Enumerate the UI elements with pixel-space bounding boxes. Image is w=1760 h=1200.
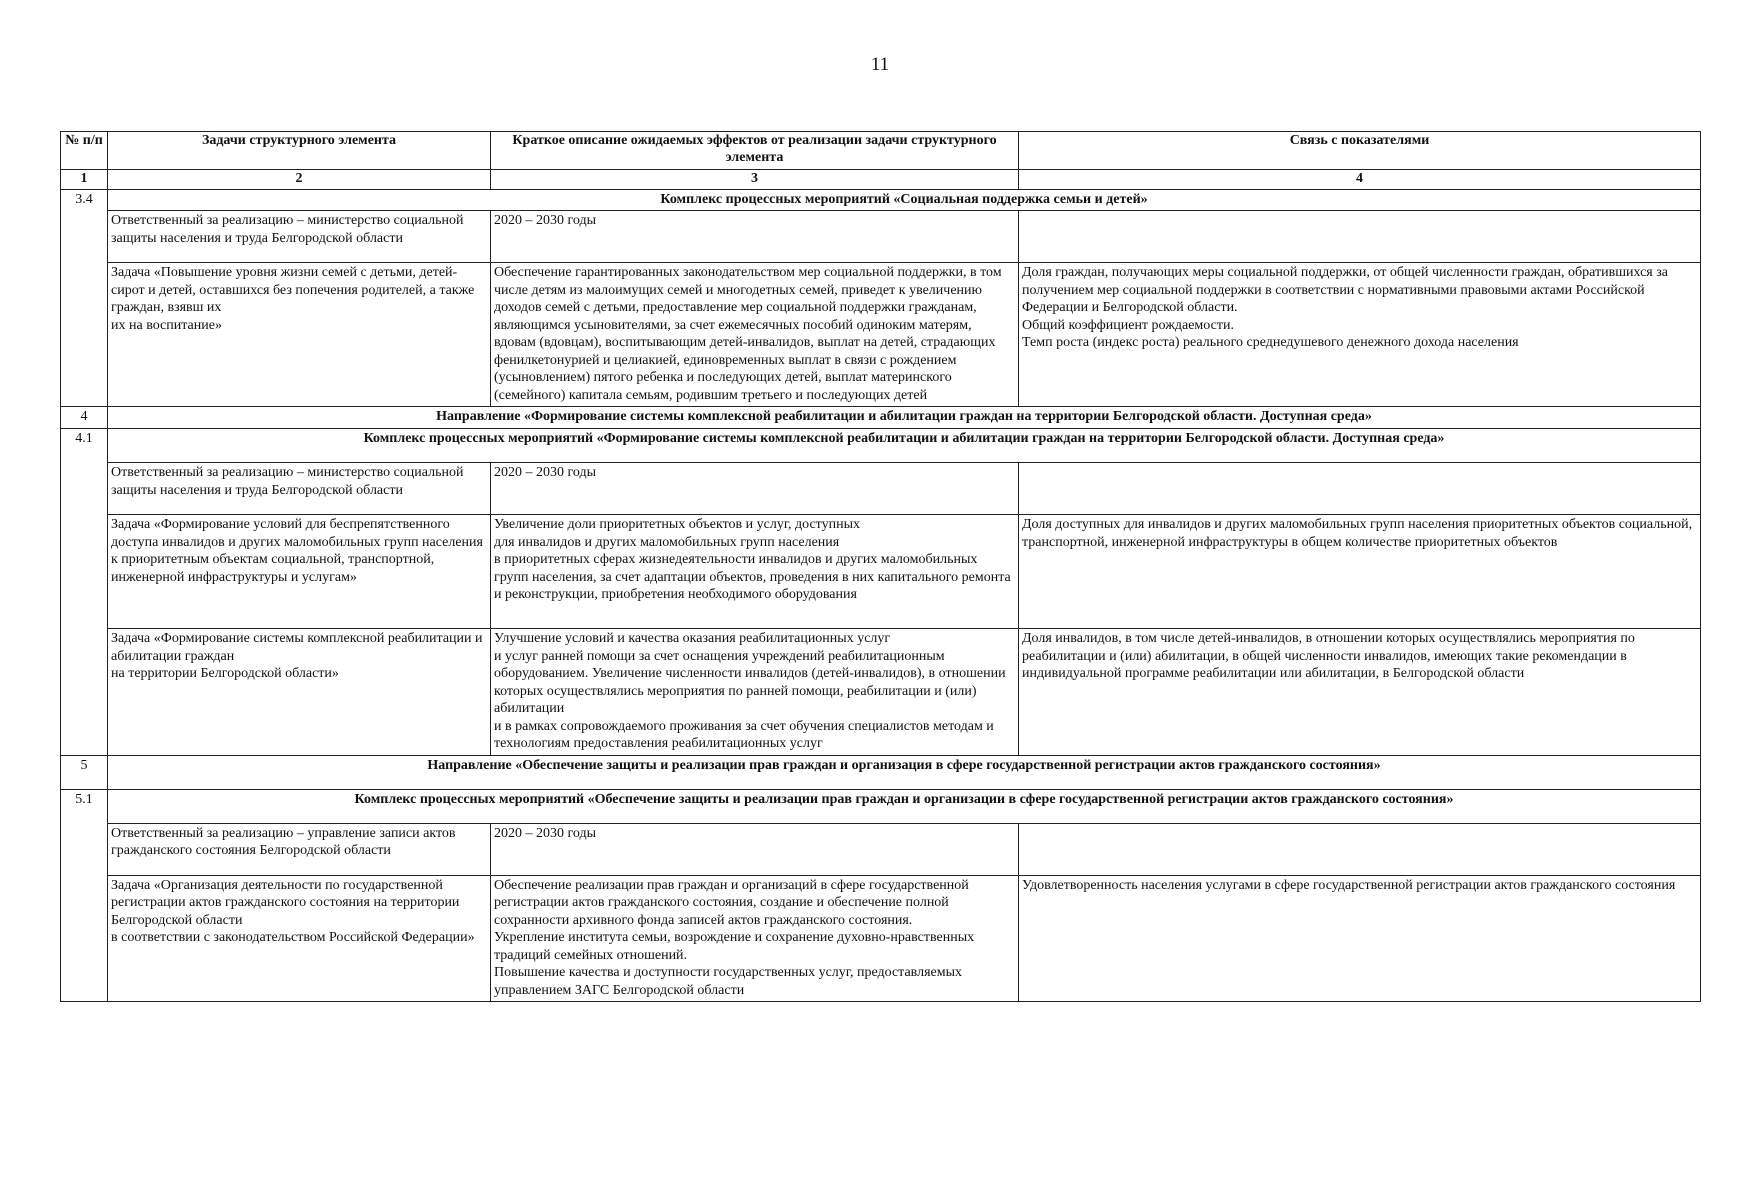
indicators-cell: Удовлетворенность населения услугами в сфере государственной регистрации актов гражданского состояния [1019, 875, 1701, 1002]
responsible-row [61, 463, 1701, 515]
effect-cell: Увеличение доли приоритетных объектов и услуг, доступных для инвалидов и других маломобильных групп населения в приоритетных сферах жизнедеятельности инвалидов и других маломобильных групп населения, за счет адаптации объектов, проведения в них капитального ремонта и реконструкции, приобретения необходимого оборудования [491, 515, 1019, 629]
section-title: Комплекс процессных мероприятий «Социальная поддержка семьи и детей» [108, 189, 1701, 211]
responsible-cell: Ответственный за реализацию – министерство социальной защиты населения и труда Белгородской области [108, 211, 491, 263]
section-number: 3.4 [61, 189, 108, 407]
responsible-cell: Ответственный за реализацию – министерство социальной защиты населения и труда Белгородской области [108, 463, 491, 515]
indicators-cell: Доля доступных для инвалидов и других маломобильных групп населения приоритетных объектов социальной, транспортной, инженерной инфраструктуры в общем количестве приоритетных объектов [1019, 515, 1701, 629]
task-row [61, 515, 1701, 629]
empty-cell [1019, 211, 1701, 263]
period-cell: 2020 – 2030 годы [491, 211, 1019, 263]
effect-cell: Обеспечение гарантированных законодательством мер социальной поддержки, в том числе детям из малоимущих семей и многодетных семей, приведет к увеличению доходов семей с детьми, предоставление мер социальной поддержки гражданам, являющимся усыновителями, за счет ежемесячных пособий одиноким матерям, вдовам (вдовцам), воспитывающим детей-инвалидов, выплат на детей, страдающих фенилкетонурией и целиакией, единовременных выплат в связи с рождением (усыновлением) пятого ребенка и последующих детей, выплат материнского (семейного) капитала семьям, родившим третьего и последующих детей [491, 263, 1019, 407]
section-title: Направление «Обеспечение защиты и реализации прав граждан и организация в сфере государственной регистрации актов гражданского состояния» [108, 755, 1701, 789]
page-number: 11 [870, 54, 890, 75]
header-num: № п/п [61, 132, 108, 170]
section-row-5 [61, 755, 1701, 789]
task-cell: Задача «Организация деятельности по государственной регистрации актов гражданского состояния на территории Белгородской области в соответствии с законодательством Российской Федерации» [108, 875, 491, 1002]
program-structure-table [60, 131, 1701, 1002]
task-row [61, 629, 1701, 756]
empty-cell [1019, 463, 1701, 515]
section-row-5-1 [61, 789, 1701, 823]
responsible-row [61, 823, 1701, 875]
task-cell: Задача «Повышение уровня жизни семей с детьми, детей-сирот и детей, оставшихся без попечения родителей, а также граждан, взявш их их на воспитание» [108, 263, 491, 407]
section-row-3-4 [61, 189, 1701, 211]
responsible-cell: Ответственный за реализацию – управление записи актов гражданского состояния Белгородской области [108, 823, 491, 875]
section-title: Направление «Формирование системы комплексной реабилитации и абилитации граждан на территории Белгородской области. Доступная среда» [108, 407, 1701, 429]
section-title: Комплекс процессных мероприятий «Формирование системы комплексной реабилитации и абилитации граждан на территории Белгородской области. Доступная среда» [108, 429, 1701, 463]
period-cell: 2020 – 2030 годы [491, 463, 1019, 515]
header-row [61, 132, 1701, 170]
section-row-4-1 [61, 429, 1701, 463]
indicators-cell: Доля граждан, получающих меры социальной поддержки, от общей численности граждан, обратившихся за получением мер социальной поддержки в соответствии с нормативными правовыми актами Российской Федерации и Белгородской области. Общий коэффициент рождаемости. Темп роста (индекс роста) реального среднедушевого денежного дохода населения [1019, 263, 1701, 407]
section-number: 4 [61, 407, 108, 429]
task-row [61, 875, 1701, 1002]
section-number: 5 [61, 755, 108, 789]
task-row [61, 263, 1701, 407]
indicators-cell: Доля инвалидов, в том числе детей-инвалидов, в отношении которых осуществлялись мероприятия по реабилитации и (или) абилитации, в общей численности инвалидов, имеющих такие рекомендации в индивидуальной программе реабилитации или абилитации, в Белгородской области [1019, 629, 1701, 756]
task-cell: Задача «Формирование условий для беспрепятственного доступа инвалидов и других маломобильных групп населения к приоритетным объектам социальной, транспортной, инженерной инфраструктуры и услугам» [108, 515, 491, 629]
column-number-row [61, 169, 1701, 189]
column-number-1: 1 [61, 169, 108, 189]
empty-cell [1019, 823, 1701, 875]
header-tasks: Задачи структурного элемента [108, 132, 491, 170]
section-row-4 [61, 407, 1701, 429]
header-effects: Краткое описание ожидаемых эффектов от реализации задачи структурного элемента [491, 132, 1019, 170]
period-cell: 2020 – 2030 годы [491, 823, 1019, 875]
responsible-row [61, 211, 1701, 263]
column-number-3: 3 [491, 169, 1019, 189]
column-number-2: 2 [108, 169, 491, 189]
section-number: 4.1 [61, 429, 108, 756]
task-cell: Задача «Формирование системы комплексной реабилитации и абилитации граждан на территории Белгородской области» [108, 629, 491, 756]
column-number-4: 4 [1019, 169, 1701, 189]
effect-cell: Улучшение условий и качества оказания реабилитационных услуг и услуг ранней помощи за счет оснащения учреждений реабилитационным оборудованием. Увеличение численности инвалидов (детей-инвалидов), в отношении которых осуществлялись мероприятия по ранней помощи, реабилитации и (или) абилитации и в рамках сопровождаемого проживания за счет обучения специалистов методам и технологиям предоставления реабилитационных услуг [491, 629, 1019, 756]
effect-cell: Обеспечение реализации прав граждан и организаций в сфере государственной регистрации актов гражданского состояния, создание и обеспечение полной сохранности архивного фонда записей актов гражданского состояния. Укрепление института семьи, возрождение и сохранение духовно-нравственных традиций семейных отношений. Повышение качества и доступности государственных услуг, предоставляемых управлением ЗАГС Белгородской области [491, 875, 1019, 1002]
section-number: 5.1 [61, 789, 108, 1002]
section-title: Комплекс процессных мероприятий «Обеспечение защиты и реализации прав граждан и организации в сфере государственной регистрации актов гражданского состояния» [108, 789, 1701, 823]
header-indicators: Связь с показателями [1019, 132, 1701, 170]
